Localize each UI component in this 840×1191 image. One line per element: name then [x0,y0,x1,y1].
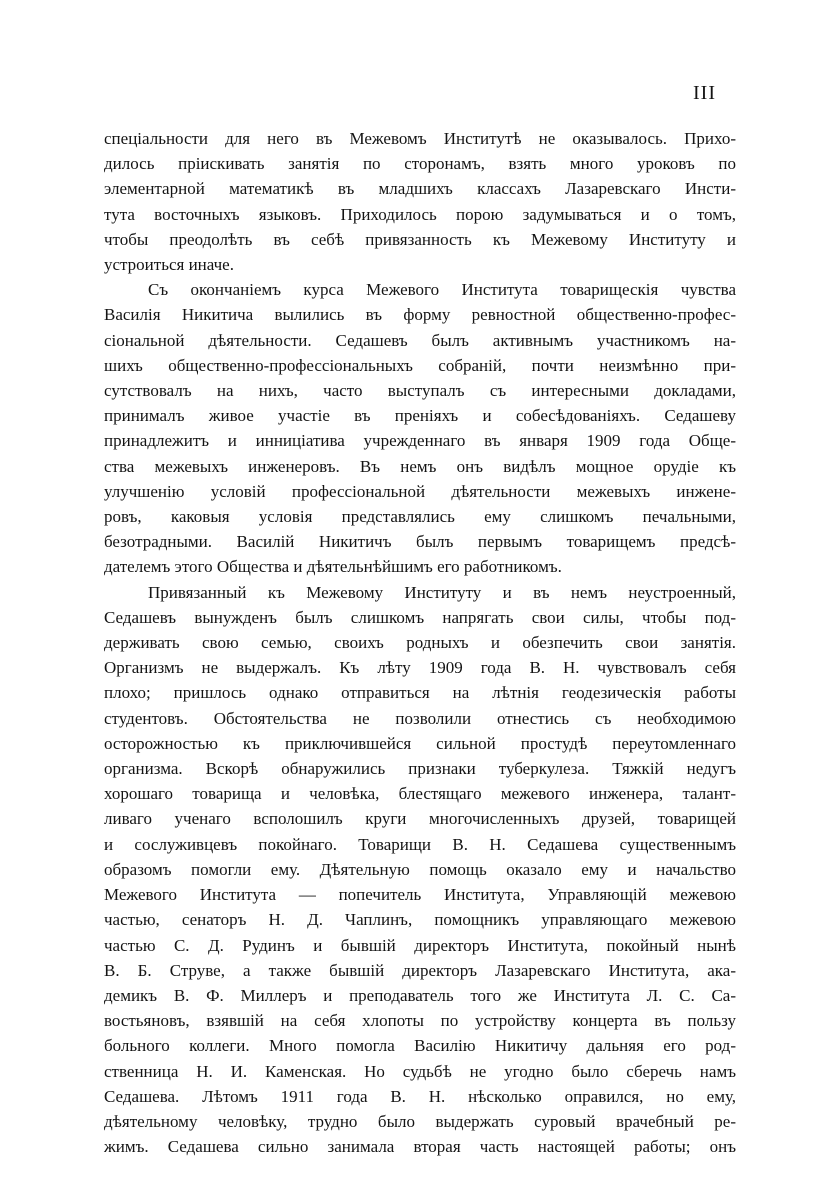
text-line: улучшенію условій профессіональной дѣятельности межевыхъ инжене- [104,481,736,501]
text-line: ства межевыхъ инженеровъ. Въ немъ онъ видѣлъ мощное орудіе къ [104,456,736,476]
text-line: спеціальности для него въ Межевомъ Институтѣ не оказывалось. Прихо- [104,129,736,148]
text-line: осторожностью къ приключившейся сильной простудѣ переутомленнаго [104,733,736,753]
text-line: студентовъ. Обстоятельства не позволили отнестись съ необходимою [104,708,736,728]
text-line: принималъ живое участіе въ преніяхъ и собесѣдованіяхъ. Седашеву [104,406,736,426]
text-line: дѣятельному человѣку, трудно было выдержать суровый врачебный ре- [104,1111,736,1131]
body-text [104,126,736,1159]
text-line: тута восточныхъ языковъ. Приходилось порою задумываться и о томъ, [104,204,736,224]
text-line: безотрадными. Василій Никитичъ былъ первымъ товарищемъ предсѣ- [104,532,736,552]
text-line: частью С. Д. Рудинъ и бывшій директоръ Института, покойный нынѣ [104,935,736,955]
text-line: дателемъ этого Общества и дѣятельнѣйшимъ его работникомъ. [104,557,562,577]
text-line: держивать свою семью, своихъ родныхъ и обезпечить свои занятія. [104,633,736,653]
text-line: дилось пріискивать занятія по сторонамъ, взять много уроковъ по [104,154,736,174]
text-line: сіональной дѣятельности. Седашевъ былъ активнымъ участникомъ на- [104,330,736,350]
page-number: III [693,82,716,104]
text-line: частью, сенаторъ Н. Д. Чаплинъ, помощникъ управляющаго межевою [104,910,736,930]
paragraph [104,580,736,1160]
text-line: хорошаго товарища и человѣка, блестящаго межевого инженера, талант- [104,784,736,804]
text-line: чтобы преодолѣть въ себѣ привязанность къ Межевому Институту и [104,229,736,249]
text-line: В. Б. Струве, а также бывшій директоръ Лазаревскаго Института, ака- [104,960,736,980]
text-line: элементарной математикѣ въ младшихъ классахъ Лазаревскаго Инсти- [104,179,736,199]
text-line: Седашева. Лѣтомъ 1911 года В. Н. нѣсколько оправился, но ему, [104,1086,736,1106]
text-line: плохо; пришлось однако отправиться на лѣтнія геодезическія работы [104,683,736,703]
text-line: ственница Н. И. Каменская. Но судьбѣ не угодно было сберечь намъ [104,1061,736,1081]
text-line: Съ окончаніемъ курса Межевого Института товарищескія чувства [148,280,736,300]
paragraph [104,126,736,277]
text-line: устроиться иначе. [104,255,234,275]
text-line: шихъ общественно-профессіональныхъ собраній, почти неизмѣнно при- [104,355,736,375]
text-line: востьяновъ, взявшій на себя хлопоты по устройству концерта въ пользу [104,1011,736,1031]
text-line: принадлежитъ и инниціатива учрежденнаго въ января 1909 года Обще- [104,431,736,451]
text-line: Межевого Института — попечитель Института, Управляющій межевою [104,885,736,905]
text-line: ливаго ученаго всполошилъ круги многочисленныхъ друзей, товарищей [104,809,736,829]
text-line: организма. Вскорѣ обнаружились признаки туберкулеза. Тяжкій недугъ [104,759,736,779]
text-line: и сослуживцевъ покойнаго. Товарищи В. Н. Седашева существеннымъ [104,834,736,854]
text-line: больного коллеги. Много помогла Василію Никитичу дальняя его род- [104,1036,736,1056]
text-line: Седашевъ вынужденъ былъ слишкомъ напрягать свои силы, чтобы под- [104,607,736,627]
text-line: демикъ В. Ф. Миллеръ и преподаватель того же Института Л. С. Са- [104,985,736,1005]
text-line: ровъ, каковыя условія представлялись ему слишкомъ печальными, [104,507,736,527]
text-line: жимъ. Седашева сильно занимала вторая часть настоящей работы; онъ [104,1137,736,1157]
text-line: Организмъ не выдержалъ. Къ лѣту 1909 года В. Н. чувствовалъ себя [104,658,736,678]
text-line: Привязанный къ Межевому Институту и въ немъ неустроенный, [148,582,736,602]
text-line: сутствовалъ на нихъ, часто выступалъ съ интересными докладами, [104,381,736,401]
text-line: Василія Никитича вылились въ форму ревностной общественно-профес- [104,305,736,325]
text-line: образомъ помогли ему. Дѣятельную помощь оказало ему и начальство [104,859,736,879]
paragraph [104,277,736,579]
